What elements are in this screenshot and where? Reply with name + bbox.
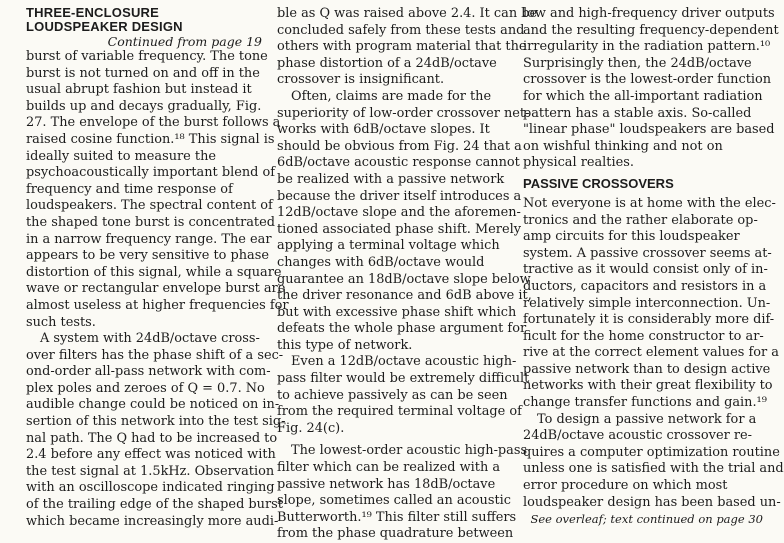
text-line: this type of network.	[277, 337, 413, 353]
text-line: audible change could be noticed on in-	[26, 397, 280, 413]
text-line: 24dB/octave acoustic crossover re-	[523, 428, 752, 444]
text-line: ble as Q was raised above 2.4. It can be	[277, 6, 538, 21]
text-line: changes with 6dB/octave would	[277, 254, 485, 270]
column-2	[277, 6, 538, 543]
text-line: the driver resonance and 6dB above it,	[277, 288, 532, 304]
text-line: relatively simple interconnection. Un-	[523, 295, 771, 311]
text-line: which became increasingly more audi-	[26, 513, 279, 529]
text-line: from the phase quadrature between	[277, 526, 514, 542]
text-line: psychoacoustically important blend of	[26, 165, 276, 181]
text-line: irregularity in the radiation pattern.¹⁰	[523, 39, 771, 55]
text-line: builds up and decays gradually, Fig.	[26, 98, 262, 114]
text-line: crossover is insignificant.	[277, 72, 445, 88]
text-line: low and high-frequency driver outputs	[523, 6, 775, 21]
text-line: pass filter would be extremely difficult	[277, 371, 530, 387]
text-line: physical realties.	[523, 155, 634, 171]
text-line: Often, claims are made for the	[291, 88, 492, 104]
text-line: because the driver itself introduces a	[277, 188, 522, 204]
text-line: 6dB/octave acoustic response cannot	[277, 155, 520, 171]
text-line: To design a passive network for a	[537, 411, 757, 427]
text-line: ficult for the home constructor to ar-	[523, 328, 764, 344]
text-line: wave or rectangular envelope burst are	[26, 281, 286, 297]
text-line: almost useless at higher frequencies for	[26, 297, 289, 313]
text-line: applying a terminal voltage which	[277, 238, 500, 254]
text-line: "linear phase" loudspeakers are based	[523, 122, 775, 138]
paragraph	[277, 88, 532, 355]
text-line: the test signal at 1.5kHz. Observation	[26, 463, 275, 479]
text-line: guarantee an 18dB/octave slope below	[277, 271, 531, 287]
text-line: to achieve passively as can be seen	[277, 387, 508, 403]
text-line: distortion of this signal, while a square	[26, 264, 282, 280]
text-line: for which the all-important radiation	[523, 88, 763, 104]
text-line: frequency and time response of	[26, 181, 233, 197]
text-line: phase distortion of a 24dB/octave	[277, 55, 497, 71]
article-title: THREE-ENCLOSURE LOUDSPEAKER DESIGN	[26, 5, 183, 34]
text-line: Surprisingly then, the 24dB/octave	[523, 55, 752, 71]
text-line: of the trailing edge of the shaped burst	[26, 497, 283, 513]
section-heading: PASSIVE CROSSOVERS	[523, 175, 674, 191]
text-line: be realized with a passive network	[277, 171, 505, 187]
text-line: usual abrupt fashion but instead it	[26, 82, 252, 98]
text-line: slope, sometimes called an acoustic	[277, 493, 511, 509]
text-line: loudspeaker design has been based un-	[523, 494, 781, 510]
paragraph	[523, 411, 784, 512]
text-line: pattern has a stable axis. So-called	[523, 105, 752, 121]
text-line: filter which can be realized with a	[277, 460, 501, 476]
text-line: concluded safely from these tests and	[277, 22, 525, 38]
text-line: nal path. The Q had to be increased to	[26, 430, 278, 446]
text-line: rive at the correct element values for a	[523, 345, 779, 361]
text-line: defeats the whole phase argument for	[277, 321, 527, 337]
text-line: with an oscilloscope indicated ringing	[26, 480, 275, 496]
text-line: others with program material that the	[277, 39, 527, 55]
paragraph	[523, 6, 779, 172]
text-line: ond-order all-pass network with com-	[26, 364, 271, 380]
text-line: error procedure on which most	[523, 478, 728, 494]
text-line: quires a computer optimization routine	[523, 444, 780, 460]
text-line: ductors, capacitors and resistors in a	[523, 278, 767, 294]
text-line: crossover is the lowest-order function	[523, 72, 772, 88]
text-line: unless one is satisfied with the trial and	[523, 461, 784, 477]
text-line: on wishful thinking and not on	[523, 138, 723, 154]
text-line: burst of variable frequency. The tone	[26, 49, 268, 64]
text-line: 12dB/octave slope and the aforemen-	[277, 205, 521, 221]
text-line: Even a 12dB/octave acoustic high-	[291, 354, 517, 370]
text-line: Butterworth.¹⁹ This filter still suffers	[277, 509, 517, 525]
paragraph	[277, 443, 528, 543]
text-line: passive network than to design active	[523, 361, 771, 377]
text-line: tioned associated phase shift. Merely	[277, 221, 521, 237]
text-line: Fig. 24(c).	[277, 420, 345, 436]
text-line: sertion of this network into the test sig-	[26, 414, 286, 430]
text-line: ideally suited to measure the	[26, 148, 217, 164]
text-line: system. A passive crossover seems at-	[523, 245, 772, 261]
text-line: 27. The envelope of the burst follows a	[26, 115, 281, 131]
text-line: 2.4 before any effect was noticed with	[26, 447, 276, 463]
paragraph	[523, 195, 779, 412]
text-line: fortunately it is considerably more dif-	[523, 312, 775, 328]
continued-from-note: Continued from page 19	[107, 34, 262, 49]
text-line: in a narrow frequency range. The ear	[26, 231, 272, 247]
text-line: The lowest-order acoustic high-pass	[291, 443, 528, 459]
text-line: such tests.	[26, 314, 96, 330]
text-line: the shaped tone burst is concentrated	[26, 214, 275, 230]
text-line: tractive as it would consist only of in-	[523, 262, 768, 278]
text-line: change transfer functions and gain.¹⁹	[523, 395, 767, 411]
text-line: superiority of low-order crossover net-	[277, 105, 530, 121]
text-line: over filters has the phase shift of a sec-	[26, 347, 284, 363]
text-line: and the resulting frequency-dependent	[523, 22, 779, 38]
paragraph	[26, 331, 286, 530]
text-line: appears to be very sensitive to phase	[26, 248, 269, 264]
text-line: tronics and the rather elaborate op-	[523, 212, 758, 228]
text-line: Not everyone is at home with the elec-	[523, 195, 776, 211]
text-line: A system with 24dB/octave cross-	[40, 331, 260, 347]
text-line: networks with their great flexibility to	[523, 378, 773, 394]
text-line: should be obvious from Fig. 24 that a	[277, 138, 522, 154]
text-line: from the required terminal voltage of	[277, 404, 522, 420]
column-1	[26, 5, 289, 530]
text-line: amp circuits for this loudspeaker	[523, 229, 740, 245]
text-line: plex poles and zeroes of Q = 0.7. No	[26, 380, 265, 396]
text-line: but with excessive phase shift which	[277, 304, 517, 320]
text-line: loudspeakers. The spectral content of	[26, 198, 273, 214]
paragraph	[277, 6, 538, 89]
paragraph	[26, 49, 289, 331]
text-line: raised cosine function.¹⁸ This signal is	[26, 131, 275, 147]
text-line: works with 6dB/octave slopes. It	[277, 122, 490, 138]
text-line: burst is not turned on and off in the	[26, 65, 260, 81]
paragraph	[277, 354, 530, 437]
text-line: passive network has 18dB/octave	[277, 476, 496, 492]
continued-on-note: See overleaf; text continued on page 30	[530, 512, 763, 527]
column-3	[523, 6, 784, 527]
